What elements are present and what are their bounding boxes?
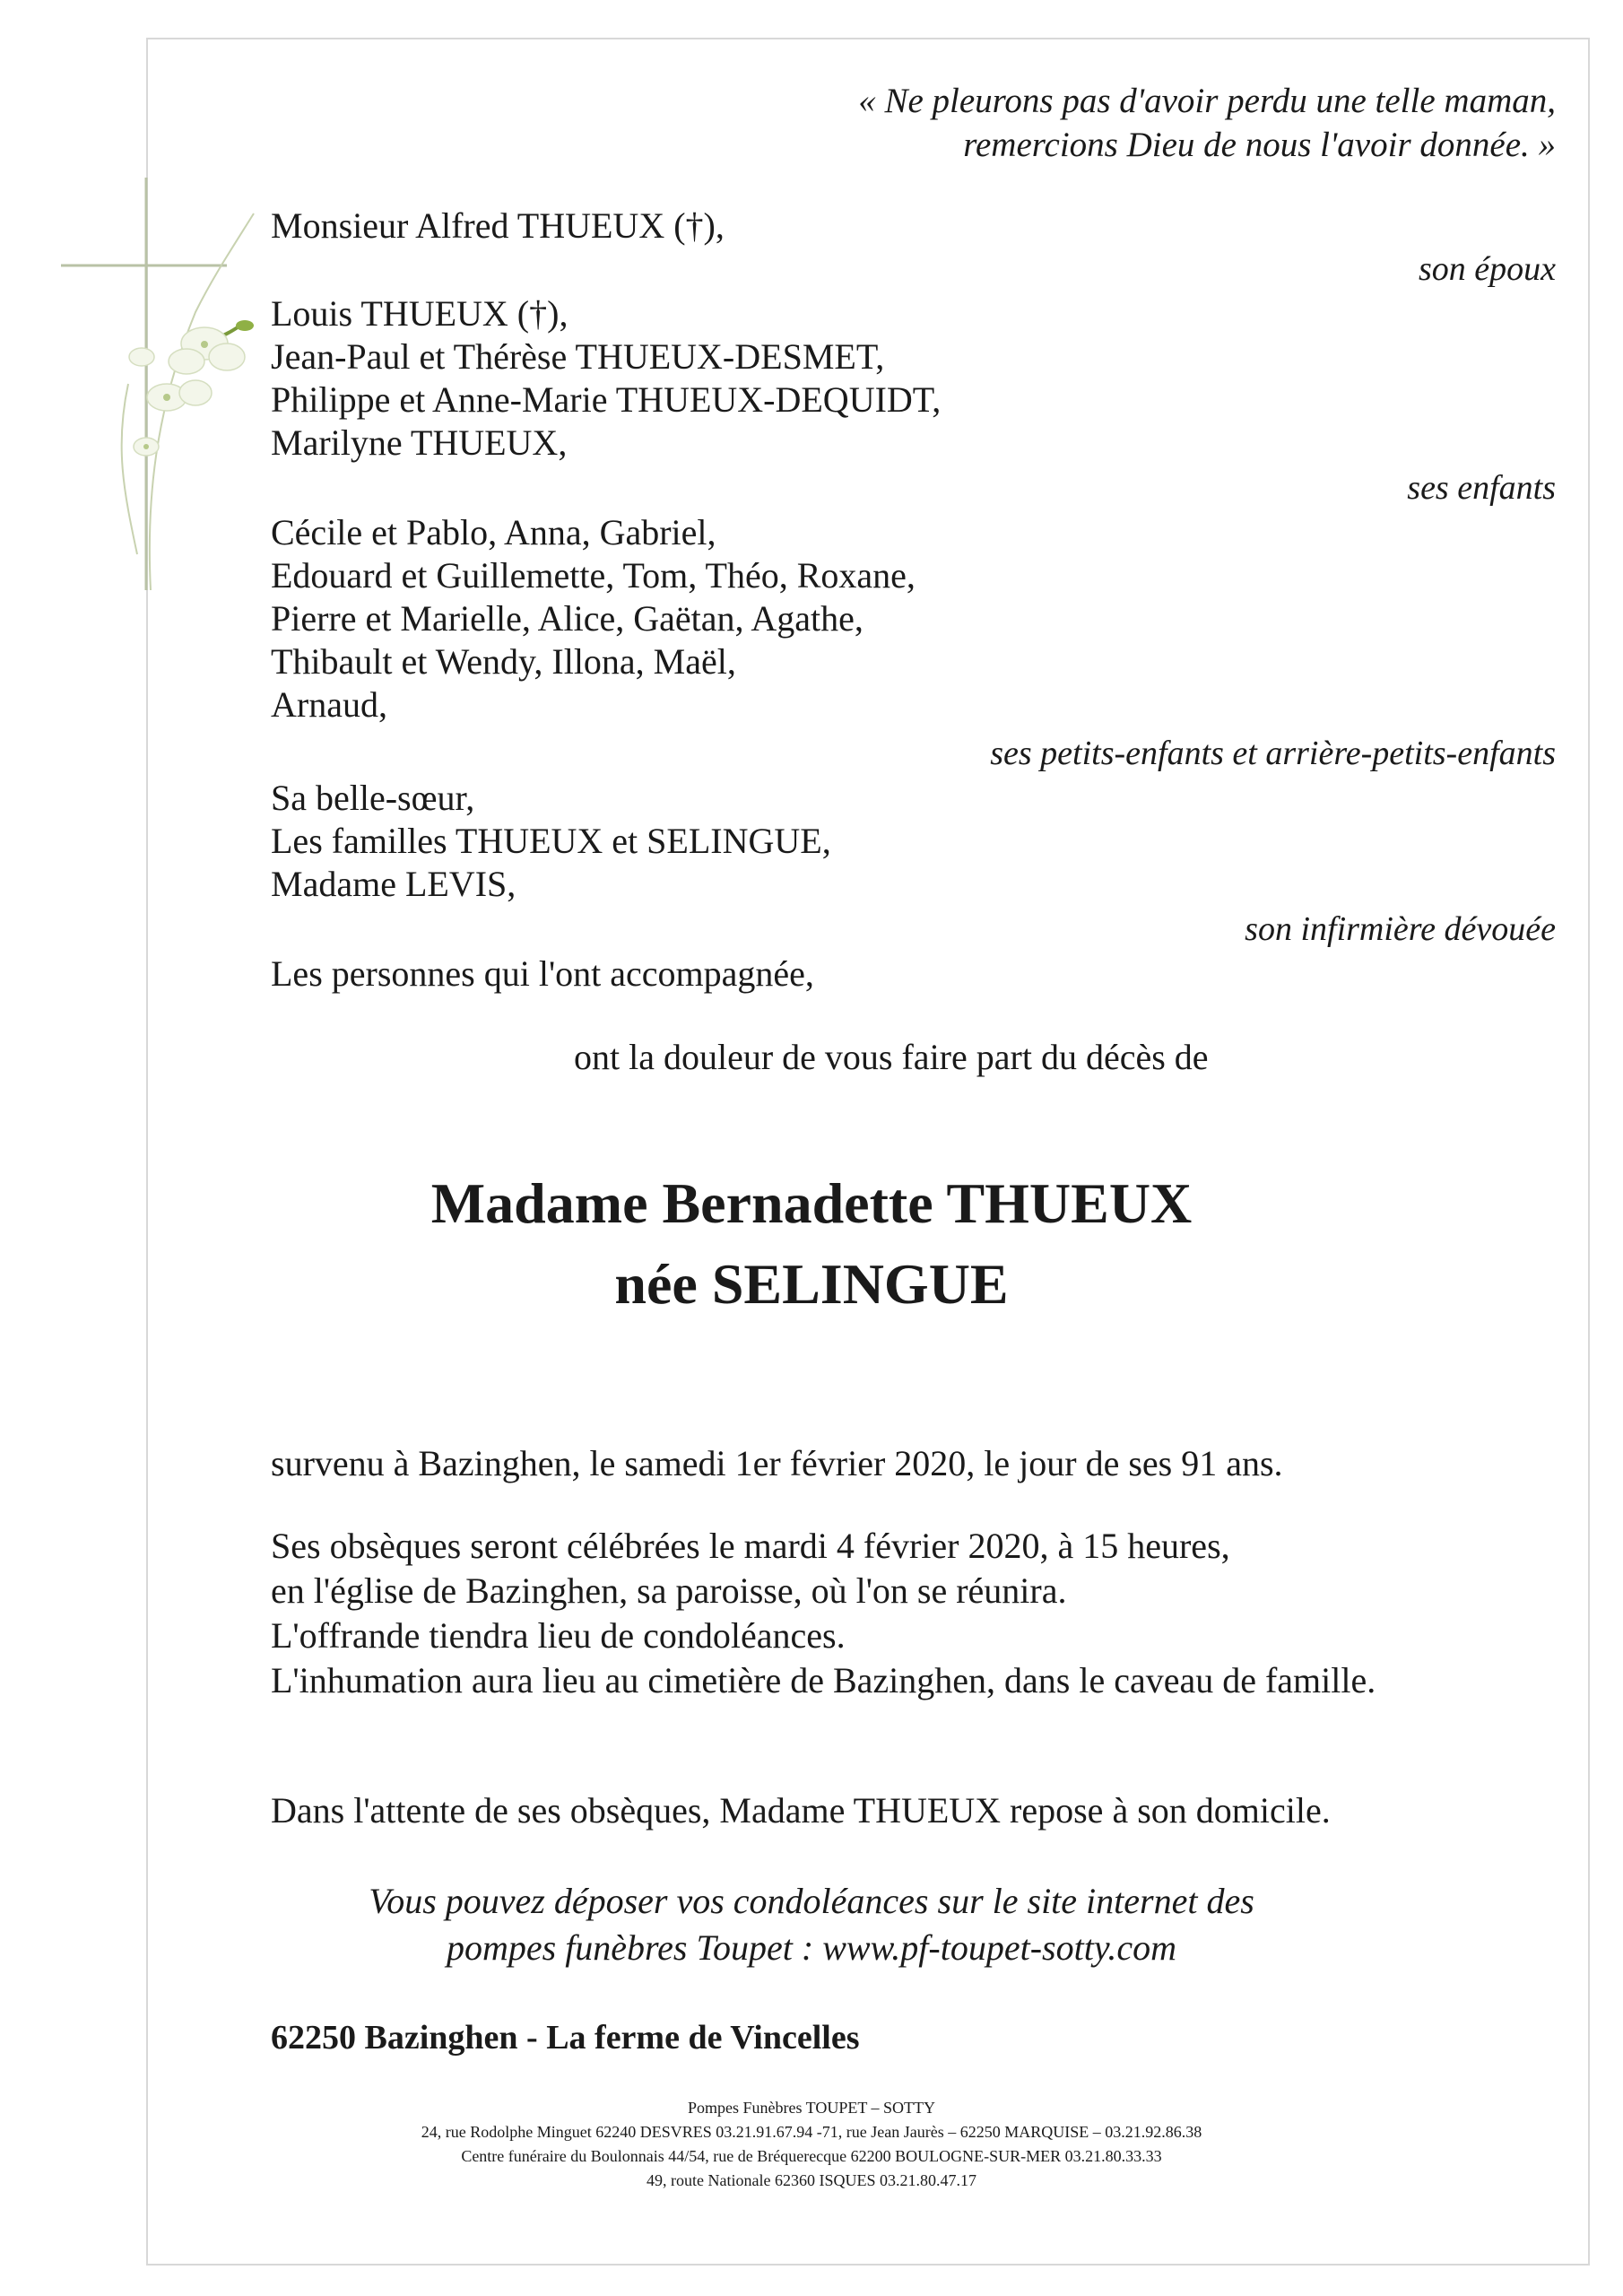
footer-line: 24, rue Rodolphe Minguet 62240 DESVRES 03.21.91.67.94 -71, rue Jean Jaurès – 62250 MARQUISE – 03.21.92.86.38 <box>421 2123 1202 2141</box>
funeral-line: L'inhumation aura lieu au cimetière de Bazinghen, dans le caveau de famille. <box>271 1660 1376 1700</box>
husband-name: Monsieur Alfred THUEUX (†), <box>271 205 725 246</box>
funeral-line: L'offrande tiendra lieu de condoléances. <box>271 1615 846 1656</box>
child-name: Jean-Paul et Thérèse THUEUX-DESMET, <box>271 336 885 377</box>
husband-role: son époux <box>1418 250 1556 288</box>
address-line: 62250 Bazinghen - La ferme de Vincelles <box>271 2019 860 2057</box>
quote-line-2: remercions Dieu de nous l'avoir donnée. » <box>963 126 1556 164</box>
grandchild-line: Pierre et Marielle, Alice, Gaëtan, Agathe, <box>271 598 864 639</box>
child-name: Marilyne THUEUX, <box>271 422 568 463</box>
grandchild-line: Edouard et Guillemette, Tom, Théo, Roxane, <box>271 555 916 596</box>
condolences-line-2: pompes funèbres Toupet : www.pf-toupet-sotty.com <box>446 1927 1177 1968</box>
grandchild-line: Cécile et Pablo, Anna, Gabriel, <box>271 512 716 552</box>
funeral-line: en l'église de Bazinghen, sa paroisse, où l'on se réunira. <box>271 1570 1067 1611</box>
grandchildren-role: ses petits-enfants et arrière-petits-enfants <box>990 735 1556 772</box>
condolences-line-1: Vous pouvez déposer vos condoléances sur le site internet des <box>369 1881 1254 1921</box>
footer-line: Centre funéraire du Boulonnais 44/54, rue de Bréquerecque 62200 BOULOGNE-SUR-MER 03.21.80.33.33 <box>461 2147 1162 2165</box>
announcement-text: ont la douleur de vous faire part du décès de <box>574 1037 1209 1077</box>
relative-line: Madame LEVIS, <box>271 864 516 904</box>
deceased-maiden-name: née SELINGUE <box>614 1252 1009 1316</box>
rest-details: Dans l'attente de ses obsèques, Madame THUEUX repose à son domicile. <box>271 1790 1331 1831</box>
relative-line: Les familles THUEUX et SELINGUE, <box>271 821 831 861</box>
nurse-role: son infirmière dévouée <box>1245 910 1556 948</box>
death-details: survenu à Bazinghen, le samedi 1er février 2020, le jour de ses 91 ans. <box>271 1443 1283 1483</box>
deceased-name: Madame Bernadette THUEUX <box>430 1171 1193 1235</box>
companions-line: Les personnes qui l'ont accompagnée, <box>271 953 814 994</box>
footer-line: 49, route Nationale 62360 ISQUES 03.21.80.47.17 <box>647 2171 976 2189</box>
funeral-line: Ses obsèques seront célébrées le mardi 4 février 2020, à 15 heures, <box>271 1526 1230 1566</box>
relative-line: Sa belle-sœur, <box>271 778 475 818</box>
child-name: Louis THUEUX (†), <box>271 293 568 334</box>
children-role: ses enfants <box>1407 469 1556 507</box>
quote-line-1: « Ne pleurons pas d'avoir perdu une telle maman, <box>858 82 1556 120</box>
grandchild-line: Arnaud, <box>271 684 387 725</box>
grandchild-line: Thibault et Wendy, Illona, Maël, <box>271 641 736 682</box>
cross-with-orchid-icon <box>61 178 303 599</box>
footer-company: Pompes Funèbres TOUPET – SOTTY <box>687 2099 935 2117</box>
child-name: Philippe et Anne-Marie THUEUX-DEQUIDT, <box>271 379 942 420</box>
